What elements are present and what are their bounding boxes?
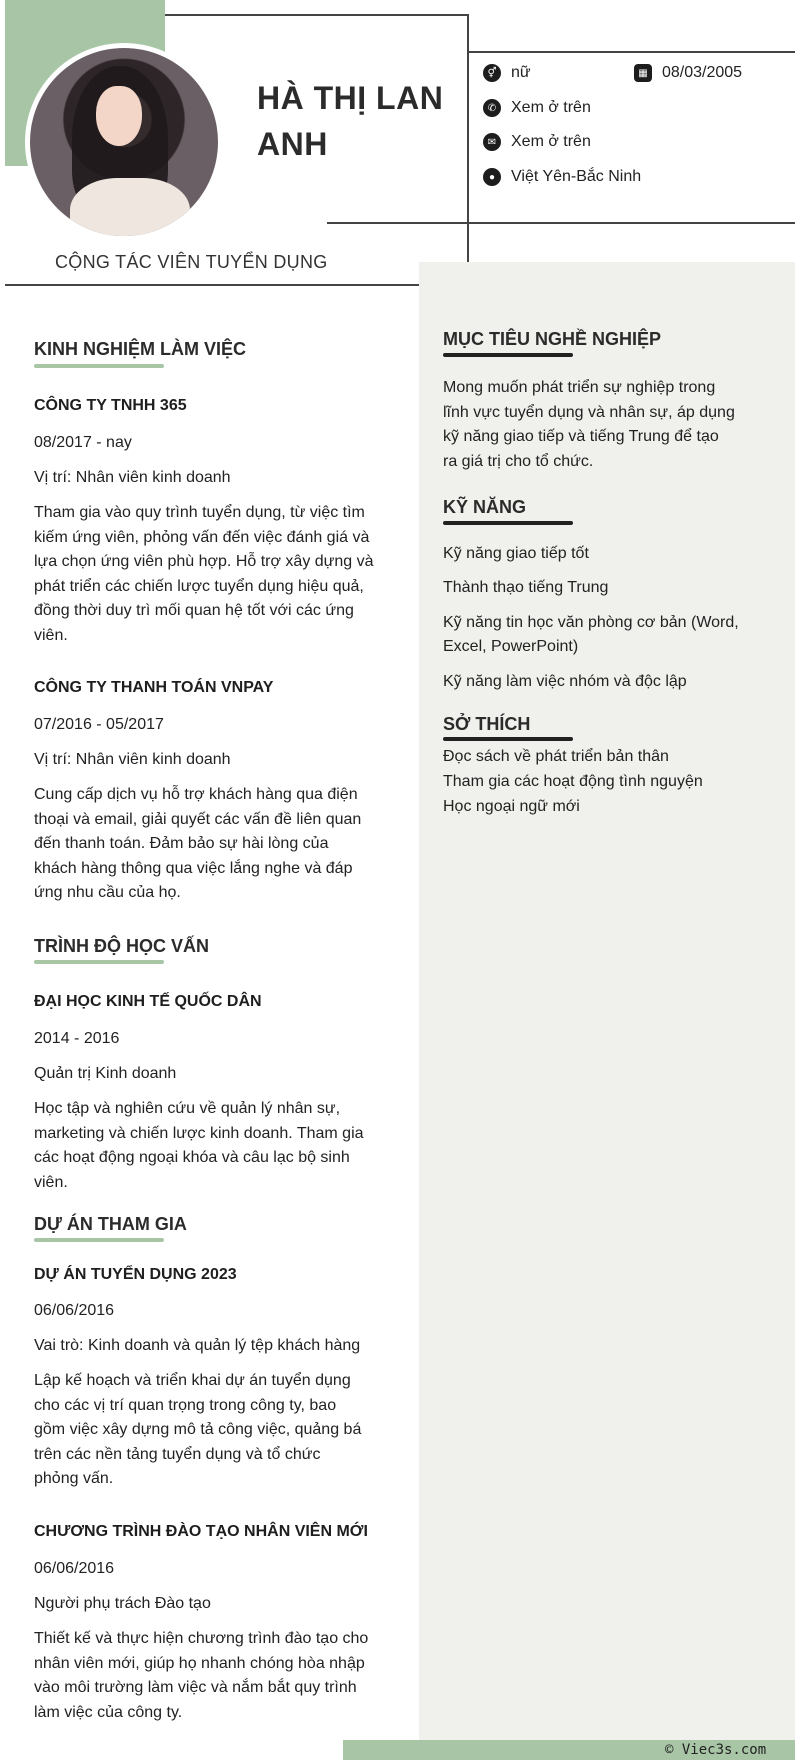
contact-phone <box>483 99 591 117</box>
section-title-projects: DỰ ÁN THAM GIA <box>34 1214 187 1234</box>
gender-icon: ⚥ <box>483 64 501 82</box>
desc-line: viên. <box>34 1173 68 1191</box>
gender-value: nữ <box>511 64 531 81</box>
desc-line: Cung cấp dịch vụ hỗ trợ khách hàng qua điện <box>34 786 358 803</box>
desc-line: lựa chọn ứng viên phù hợp. Hỗ trợ xây dựng và <box>34 553 374 571</box>
section-title-skills: KỸ NĂNG <box>443 497 527 517</box>
project-role: Người phụ trách Đào tạo <box>34 1595 211 1612</box>
frame-line-top <box>165 14 468 16</box>
job-description <box>34 501 374 649</box>
project-role: Vai trò: Kinh doanh và quản lý tệp khách hàng <box>34 1337 361 1354</box>
section-underline-hobbies <box>443 737 573 741</box>
job-description <box>34 783 361 906</box>
job-position: Vị trí: Nhân viên kinh doanh <box>34 469 231 486</box>
section-underline-projects <box>34 1238 164 1242</box>
desc-line: các hoạt động ngoại khóa và câu lạc bộ sinh <box>34 1149 350 1167</box>
hobby-item: Học ngoại ngữ mới <box>443 798 580 815</box>
desc-line: cho các vị trí quan trọng trong công ty, bao <box>34 1396 337 1414</box>
school-name: ĐẠI HỌC KINH TẾ QUỐC DÂN <box>34 993 262 1010</box>
objective-text <box>443 376 755 474</box>
school-major: Quản trị Kinh doanh <box>34 1065 177 1082</box>
job-position: Vị trí: Nhân viên kinh doanh <box>34 751 231 768</box>
right-panel <box>419 262 795 1740</box>
frame-line-info <box>467 51 795 53</box>
desc-line: kiếm ứng viên, phỏng vấn đến việc đánh giá và <box>34 528 370 546</box>
contact-dob <box>634 64 742 82</box>
job-company: CÔNG TY THANH TOÁN VNPAY <box>34 679 274 696</box>
calendar-icon: ▦ <box>634 64 652 82</box>
section-underline-skills <box>443 521 573 525</box>
project-description <box>34 1369 361 1492</box>
avatar-photo <box>30 48 218 236</box>
desc-line: viên. <box>34 626 68 644</box>
desc-line: khách hàng thông qua việc lắng nghe và đáp <box>34 859 353 877</box>
page-title <box>257 75 457 167</box>
desc-line: vào môi trường làm việc và nắm bắt quy trình <box>34 1679 357 1697</box>
project-name: CHƯƠNG TRÌNH ĐÀO TẠO NHÂN VIÊN MỚI <box>34 1523 368 1540</box>
desc-line: đến thanh toán. Đảm bảo sự hài lòng của <box>34 835 329 853</box>
desc-line: nhân viên mới, giúp họ nhanh chóng hòa nhập <box>34 1654 365 1672</box>
skill-item: Kỹ năng giao tiếp tốt <box>443 545 589 562</box>
job-company: CÔNG TY TNHH 365 <box>34 397 187 414</box>
section-title-education: TRÌNH ĐỘ HỌC VẤN <box>34 936 209 956</box>
job-role: CỘNG TÁC VIÊN TUYỂN DỤNG <box>55 252 328 272</box>
section-underline-objective <box>443 353 573 357</box>
section-title-objective: MỤC TIÊU NGHỀ NGHIỆP <box>443 329 662 349</box>
project-name: DỰ ÁN TUYỂN DỤNG 2023 <box>34 1266 237 1283</box>
contact-address <box>483 168 641 186</box>
desc-line: phỏng vấn. <box>34 1470 114 1488</box>
skill-item: Kỹ năng làm việc nhóm và độc lập <box>443 673 687 690</box>
desc-line: gồm việc xây dựng mô tả công việc, quảng bá <box>34 1421 362 1439</box>
phone-value: Xem ở trên <box>511 99 591 116</box>
frame-line-bottom <box>5 284 419 286</box>
phone-icon: ✆ <box>483 99 501 117</box>
address-value: Việt Yên-Bắc Ninh <box>511 168 642 185</box>
name-line-1: HÀ THỊ LAN <box>257 80 444 116</box>
section-underline-experience <box>34 364 164 368</box>
desc-line: trên các nền tảng tuyển dụng và tổ chức <box>34 1445 321 1463</box>
project-date: 06/06/2016 <box>34 1560 115 1577</box>
skill-item: Kỹ năng tin học văn phòng cơ bản (Word, <box>443 614 739 631</box>
desc-line: ứng nhu cầu của họ. <box>34 884 181 902</box>
project-date: 06/06/2016 <box>34 1302 115 1319</box>
desc-line: thoại và email, giải quyết các vấn đề liên quan <box>34 810 362 828</box>
watermark: © Viec3s.com <box>665 1742 767 1758</box>
skill-item: Excel, PowerPoint) <box>443 638 579 655</box>
desc-line: đồng thời duy trì mối quan hệ tốt với các ứng <box>34 602 354 620</box>
contact-email <box>483 133 591 151</box>
school-period: 2014 - 2016 <box>34 1030 120 1047</box>
objective-line: kỹ năng giao tiếp và tiếng Trung để tạo <box>443 428 719 446</box>
email-value: Xem ở trên <box>511 133 591 150</box>
name-line-2: ANH <box>257 126 328 162</box>
section-title-experience: KINH NGHIỆM LÀM VIỆC <box>34 339 247 359</box>
desc-line: marketing và chiến lược kinh doanh. Tham gia <box>34 1124 364 1142</box>
desc-line: làm việc của công ty. <box>34 1703 183 1721</box>
section-underline-education <box>34 960 164 964</box>
education-description <box>34 1097 364 1195</box>
desc-line: Lập kế hoạch và triển khai dự án tuyển dụng <box>34 1372 351 1389</box>
job-period: 07/2016 - 05/2017 <box>34 716 164 733</box>
skill-item: Thành thạo tiếng Trung <box>443 579 609 596</box>
desc-line: Học tập và nghiên cứu về quản lý nhân sự, <box>34 1100 341 1117</box>
contact-gender <box>483 64 531 82</box>
email-icon: ✉ <box>483 133 501 151</box>
objective-line: Mong muốn phát triển sự nghiệp trong <box>443 379 716 396</box>
objective-line: ra giá trị cho tổ chức. <box>443 452 594 470</box>
desc-line: phát triển các chiến lược tuyển dụng hiệu quả, <box>34 577 364 595</box>
objective-line: lĩnh vực tuyển dụng và nhân sự, áp dụng <box>443 403 735 421</box>
section-title-hobbies: SỞ THÍCH <box>443 714 531 734</box>
dob-value: 08/03/2005 <box>662 64 743 81</box>
frame-line-info-bottom <box>327 222 795 224</box>
avatar <box>25 43 223 241</box>
desc-line: Tham gia vào quy trình tuyển dụng, từ việc tìm <box>34 504 365 521</box>
hobby-item: Tham gia các hoạt động tình nguyện <box>443 773 703 790</box>
job-period: 08/2017 - nay <box>34 434 132 451</box>
hobby-item: Đọc sách về phát triển bản thân <box>443 748 669 765</box>
location-icon: ● <box>483 168 501 186</box>
desc-line: Thiết kế và thực hiện chương trình đào tạo cho <box>34 1630 369 1647</box>
project-description <box>34 1627 368 1725</box>
